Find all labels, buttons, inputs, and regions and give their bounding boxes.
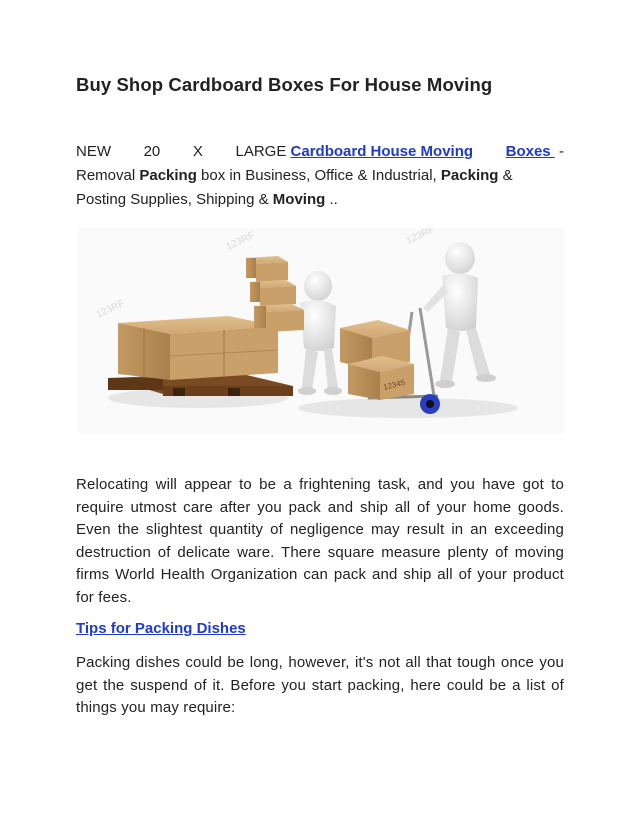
watermark-text: 123RF [404, 228, 437, 247]
tips-heading [76, 620, 246, 637]
tips-for-packing-dishes-link[interactable]: Tips for Packing Dishes [76, 620, 246, 637]
box-label: 12345 [382, 377, 407, 392]
figure-carrying-boxes [246, 256, 342, 395]
intro-first-line [76, 140, 564, 164]
illustration-svg [78, 228, 564, 434]
intro-text: .. [325, 191, 338, 208]
moving-boxes-illustration [78, 228, 564, 434]
packing-dishes-paragraph: Packing dishes could be long, however, it's not all that tough once you get the suspend of it. Before you start packing, here could be a list of things you may require: [76, 654, 564, 716]
intro-word: NEW [76, 143, 111, 160]
intro-word-with-link [235, 140, 473, 164]
intro-word: 20 [143, 143, 161, 160]
figure-with-hand-truck [340, 242, 496, 414]
intro-rest [76, 164, 564, 212]
intro-text: box in Business, Office & Industrial, [196, 167, 441, 184]
cardboard-house-moving-link[interactable]: Cardboard House Moving [290, 143, 474, 160]
relocating-paragraph: Relocating will appear to be a frightening task, and you have got to require utmost care after you pack and ship all of your home goods. Even the slightest quantity of negligence may result in an exceeding destruction of delicate ware. There square measure plenty of moving firms World Health Organization can pack and ship all of your product for fees. [76, 476, 564, 606]
intro-dash: - [559, 143, 564, 160]
intro-bold: Packing [440, 167, 499, 184]
intro-word: LARGE [235, 143, 287, 160]
intro-bold: Packing [139, 167, 197, 184]
intro-bold: Moving [272, 191, 326, 208]
intro-paragraph [76, 140, 564, 212]
watermark-text: 123RF [94, 298, 127, 321]
intro-word-with-link [506, 140, 564, 164]
watermark-text: 123RF [224, 230, 257, 253]
boxes-link[interactable]: Boxes [505, 143, 555, 160]
intro-word: X [192, 143, 203, 160]
intro-text: & Posting Supplies, Shipping & [76, 167, 513, 208]
intro-text: Removal [76, 167, 140, 184]
page-title: Buy Shop Cardboard Boxes For House Moving [76, 74, 493, 95]
